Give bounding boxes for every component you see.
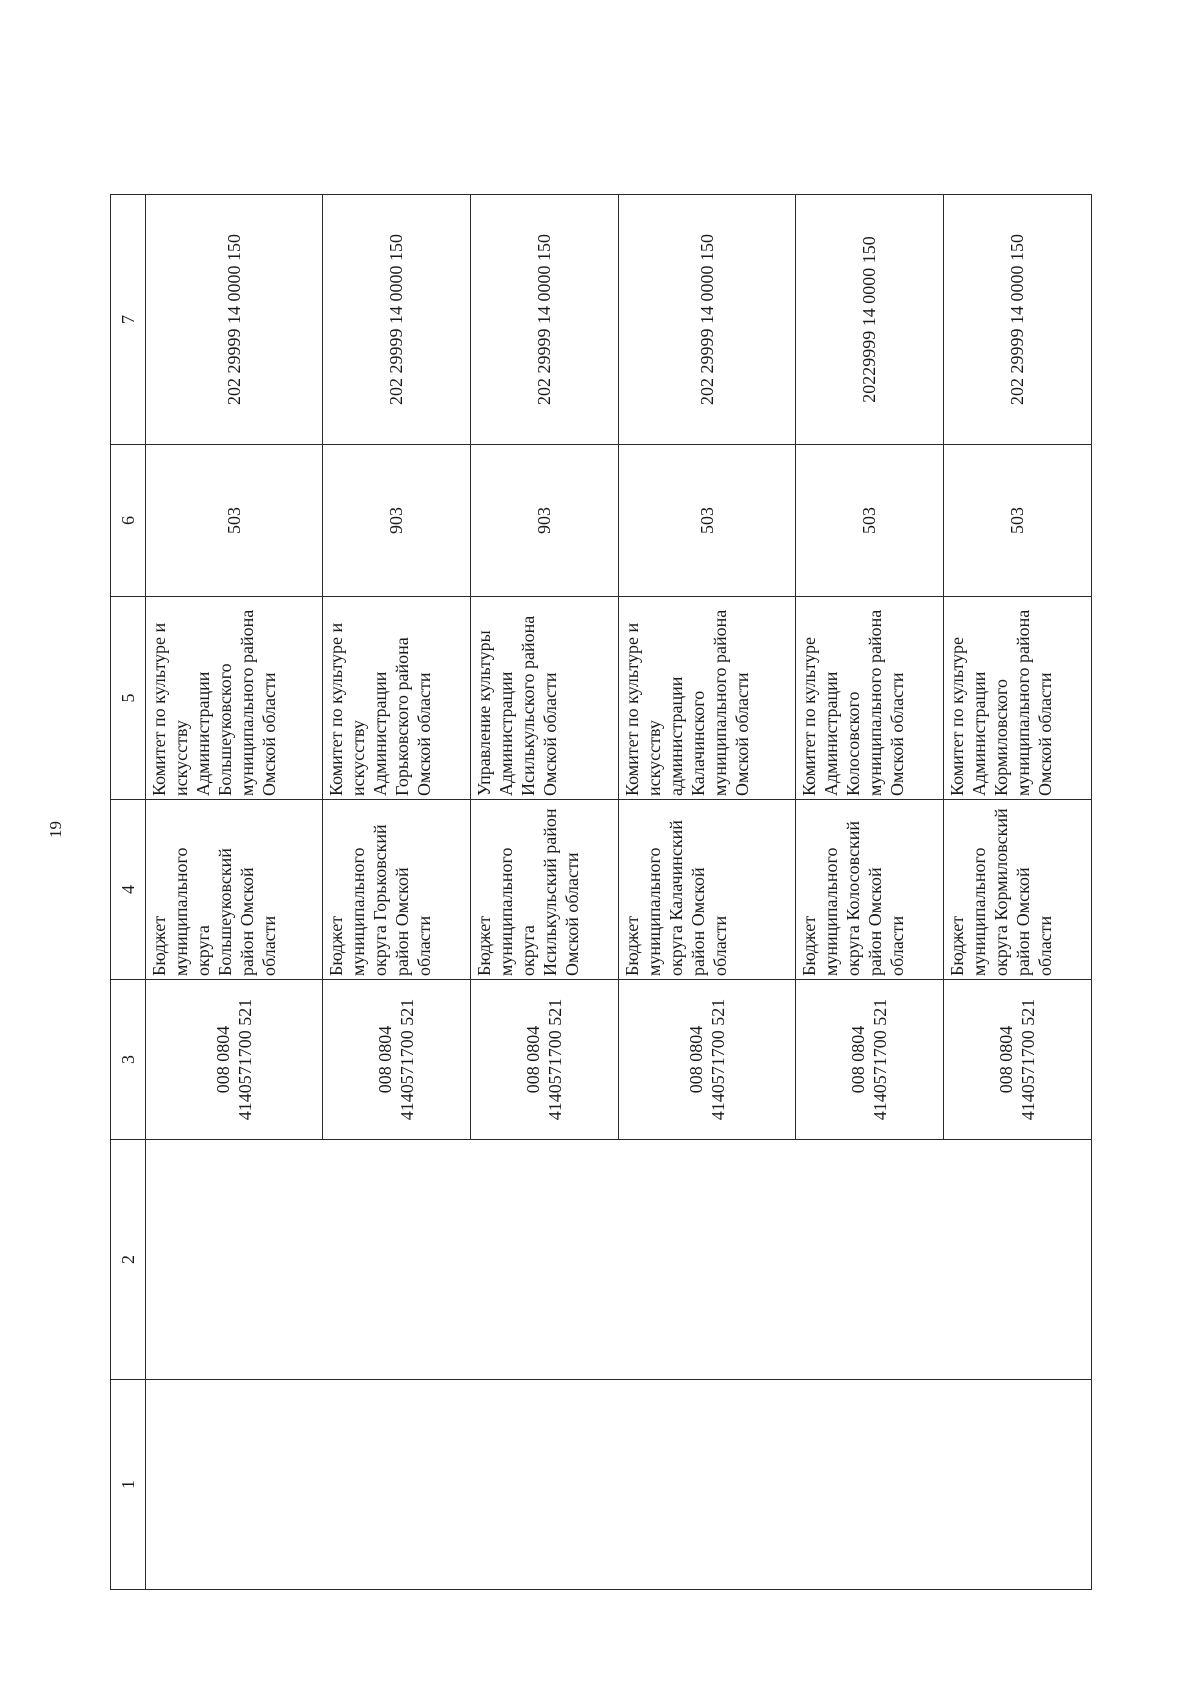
- revenue-code-cell: 202 29999 14 0000 150: [322, 195, 470, 445]
- table-header-row: [111, 195, 146, 1590]
- budget-name-cell: Бюджет муниципального округа Калачинский район Омской области: [618, 800, 795, 980]
- administrator-code-cell: 903: [322, 445, 470, 597]
- empty-cell: [146, 1380, 323, 1590]
- column-header: 2: [111, 1140, 146, 1380]
- table-row: [322, 195, 470, 1590]
- revenue-code-cell: 202 29999 14 0000 150: [618, 195, 795, 445]
- revenue-code-cell: 202 29999 14 0000 150: [943, 195, 1091, 445]
- table-row: [470, 195, 618, 1590]
- empty-cell: [146, 1140, 323, 1380]
- empty-cell: [322, 1140, 470, 1380]
- administrator-cell: Комитет по культуре Администрации Кормиловского муниципального района Омской области: [943, 597, 1091, 800]
- administrator-cell: Комитет по культуре и искусству администрации Калачинского муниципального района Омской области: [618, 597, 795, 800]
- administrator-code-cell: 503: [943, 445, 1091, 597]
- column-header: 1: [111, 1380, 146, 1590]
- budget-name-cell: Бюджет муниципального округа Исилькульский район Омской области: [470, 800, 618, 980]
- classification-code-cell: 008 0804 4140571700 521: [795, 980, 943, 1140]
- table-row: [146, 195, 323, 1590]
- page-number: 19: [46, 821, 65, 838]
- classification-code-cell: 008 0804 4140571700 521: [146, 980, 323, 1140]
- table-row: [943, 195, 1091, 1590]
- empty-cell: [470, 1140, 618, 1380]
- revenue-code-cell: 202 29999 14 0000 150: [146, 195, 323, 445]
- budget-name-cell: Бюджет муниципального округа Колосовский район Омской области: [795, 800, 943, 980]
- budget-name-cell: Бюджет муниципального округа Большеуковский район Омской области: [146, 800, 323, 980]
- empty-cell: [470, 1380, 618, 1590]
- budget-table: [110, 194, 1092, 1590]
- empty-cell: [943, 1140, 1091, 1380]
- empty-cell: [943, 1380, 1091, 1590]
- administrator-code-cell: 903: [470, 445, 618, 597]
- revenue-code-cell: 20229999 14 0000 150: [795, 195, 943, 445]
- administrator-cell: Комитет по культуре Администрации Колосовского муниципального района Омской области: [795, 597, 943, 800]
- column-header: 4: [111, 800, 146, 980]
- administrator-cell: Управление культуры Администрации Исилькульского района Омской области: [470, 597, 618, 800]
- budget-name-cell: Бюджет муниципального округа Кормиловский район Омской области: [943, 800, 1091, 980]
- administrator-code-cell: 503: [146, 445, 323, 597]
- column-header: 3: [111, 980, 146, 1140]
- empty-cell: [322, 1380, 470, 1590]
- classification-code-cell: 008 0804 4140571700 521: [618, 980, 795, 1140]
- budget-name-cell: Бюджет муниципального округа Горьковский район Омской области: [322, 800, 470, 980]
- revenue-code-cell: 202 29999 14 0000 150: [470, 195, 618, 445]
- empty-cell: [618, 1380, 795, 1590]
- table-row: [618, 195, 795, 1590]
- empty-cell: [618, 1140, 795, 1380]
- empty-cell: [795, 1140, 943, 1380]
- administrator-code-cell: 503: [795, 445, 943, 597]
- column-header: 6: [111, 445, 146, 597]
- classification-code-cell: 008 0804 4140571700 521: [943, 980, 1091, 1140]
- administrator-cell: Комитет по культуре и искусству Администрации Горьковского района Омской области: [322, 597, 470, 800]
- table-row: [795, 195, 943, 1590]
- administrator-code-cell: 503: [618, 445, 795, 597]
- column-header: 5: [111, 597, 146, 800]
- classification-code-cell: 008 0804 4140571700 521: [470, 980, 618, 1140]
- empty-cell: [795, 1380, 943, 1590]
- column-header: 7: [111, 195, 146, 445]
- classification-code-cell: 008 0804 4140571700 521: [322, 980, 470, 1140]
- administrator-cell: Комитет по культуре и искусству Администрации Большеуковского муниципального района Омской области: [146, 597, 323, 800]
- budget-table-container: [110, 195, 1092, 1590]
